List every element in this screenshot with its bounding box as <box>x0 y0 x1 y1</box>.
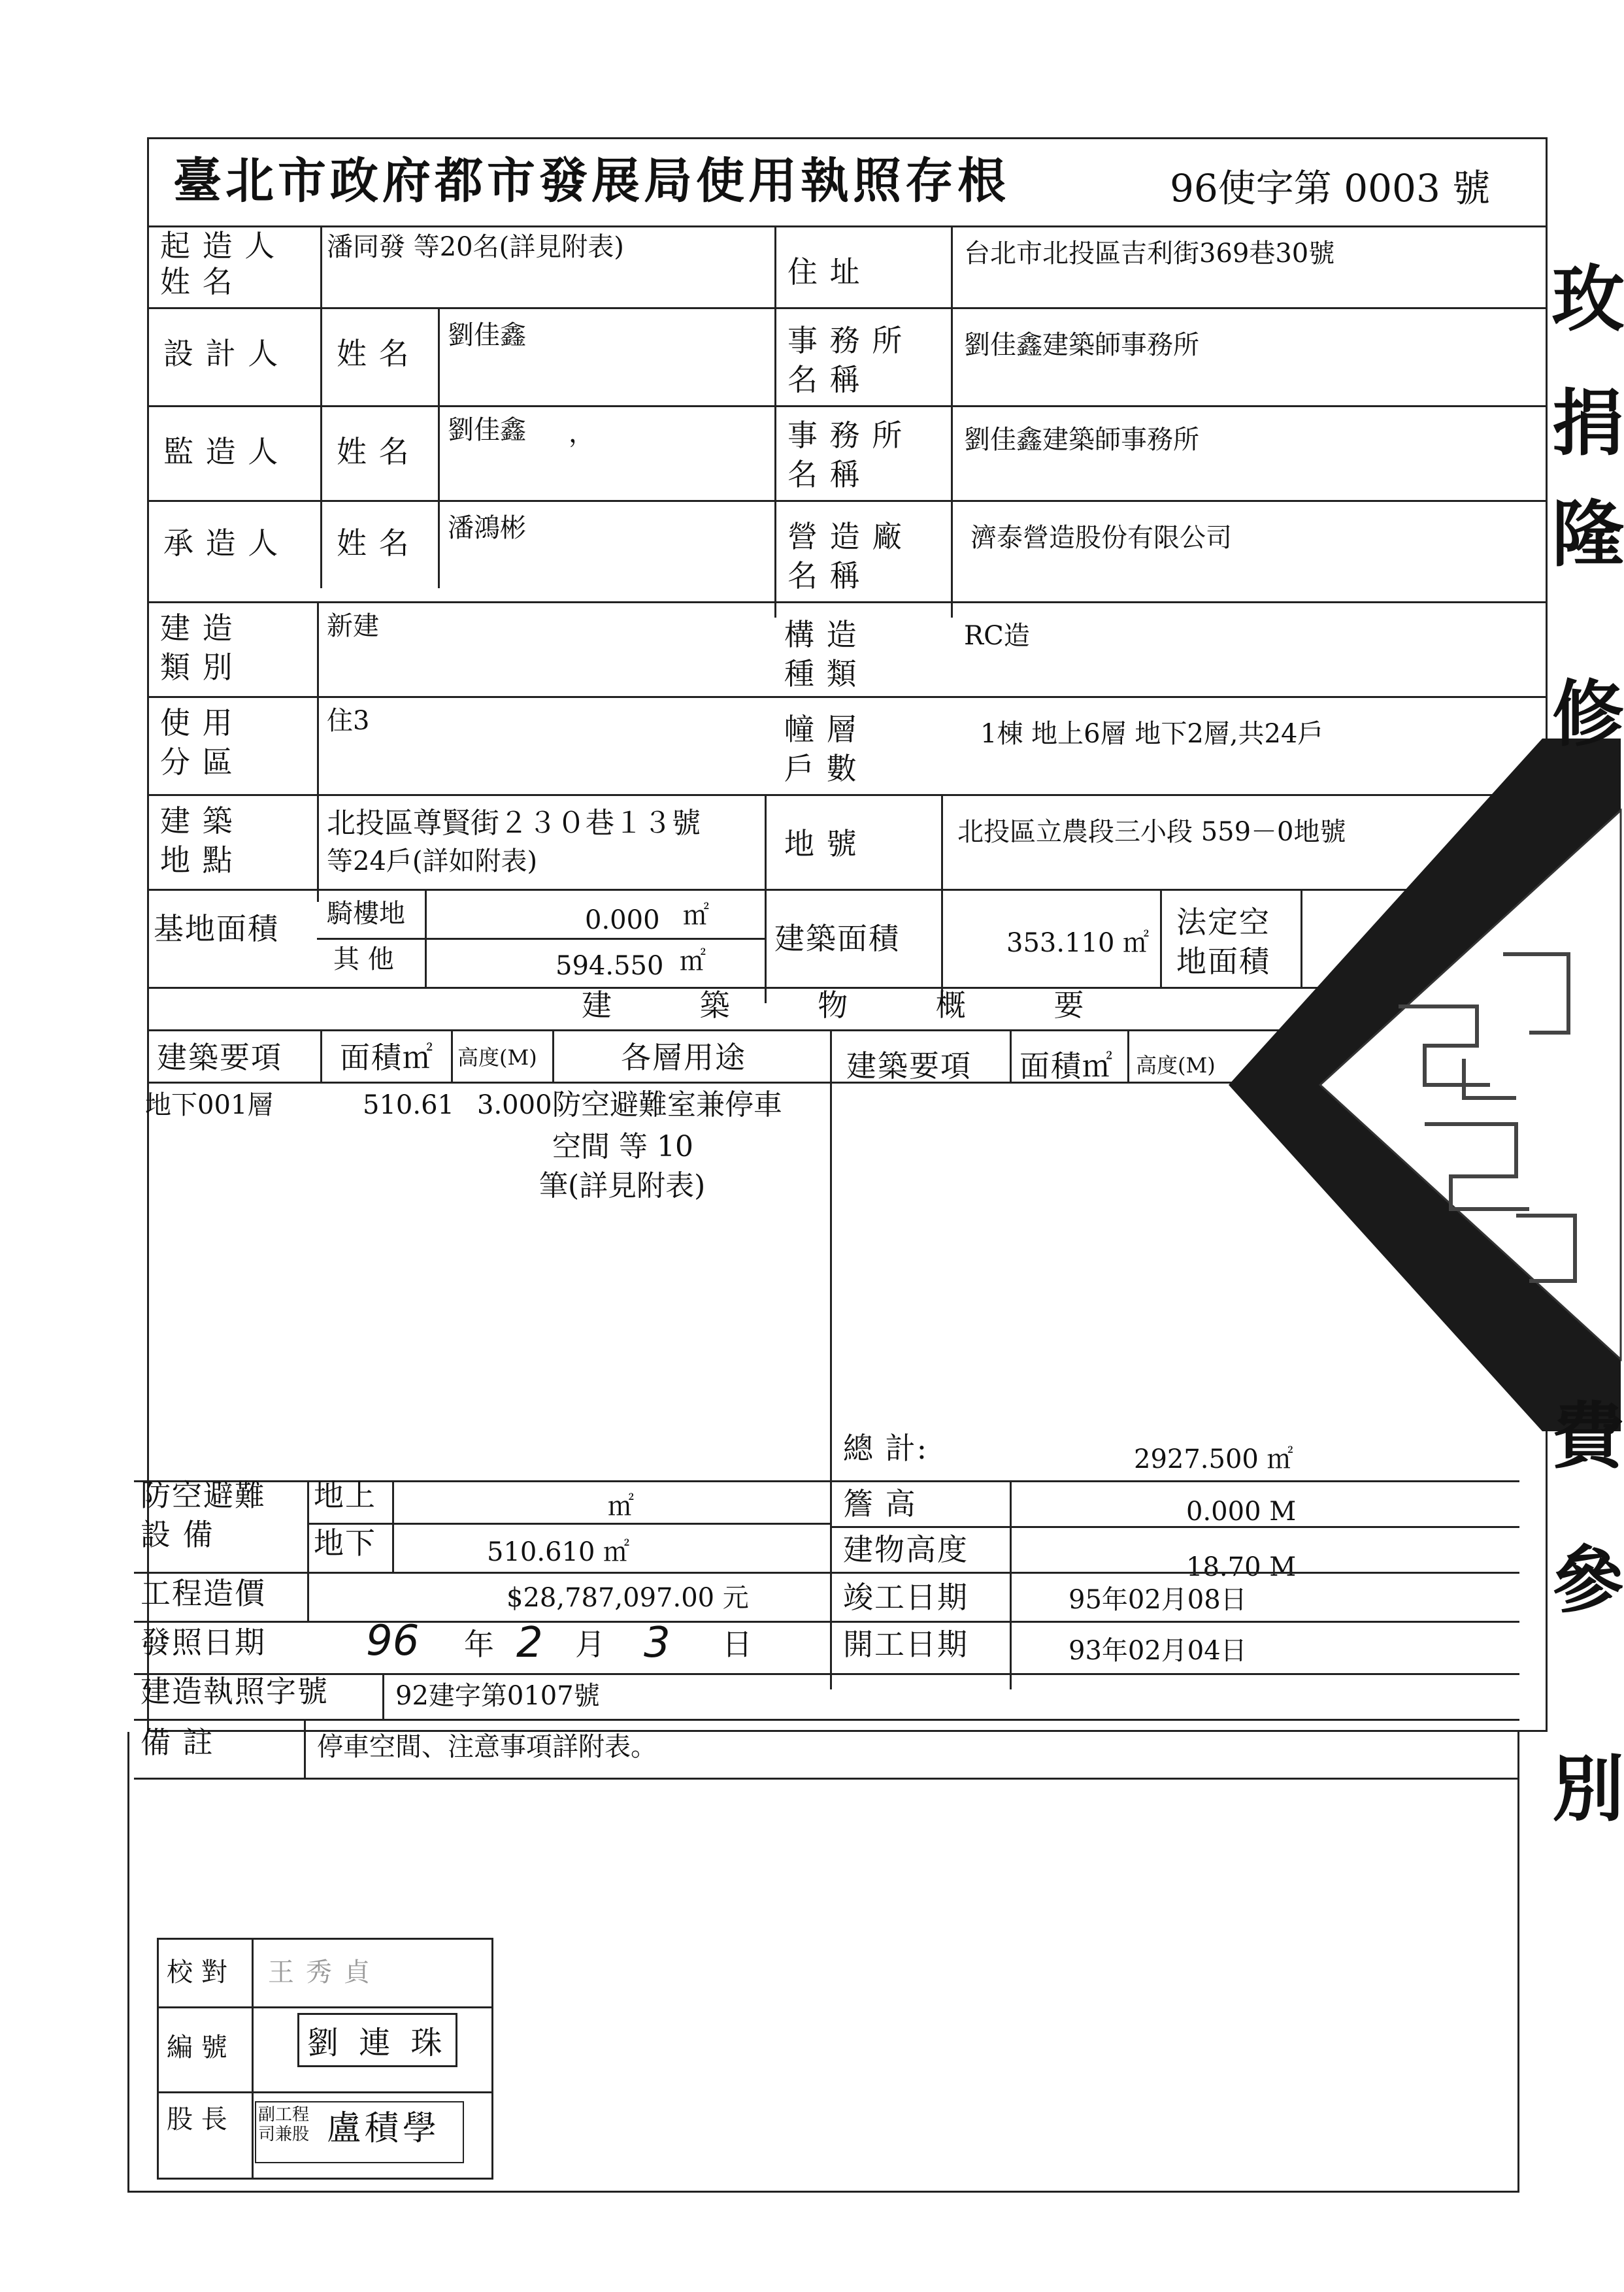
floor-use-3: 筆(詳見附表) <box>539 1169 706 1203</box>
supervisor-label: 監 造 人 <box>163 434 280 469</box>
permit-number: 96使字第 0003 號 <box>1170 166 1491 210</box>
issue-month-unit: 月 <box>575 1627 606 1662</box>
margin-char-6: 參 <box>1552 1538 1624 1622</box>
arcade-value: 0.000 <box>585 905 660 935</box>
lot-value: 北投區立農段三小段 559－0地號 <box>957 817 1346 847</box>
applicant-label-2: 姓 名 <box>160 264 234 299</box>
issue-year-unit: 年 <box>464 1627 495 1662</box>
divider <box>1010 1029 1012 1082</box>
total-label: 總 計: <box>843 1431 929 1466</box>
build-type-label: 建 造 <box>160 610 234 646</box>
other-label: 其 他 <box>333 944 394 974</box>
zone-label: 使 用 <box>160 705 234 740</box>
issue-month: 2 <box>516 1619 543 1667</box>
height-value: 18.70 M <box>1186 1552 1297 1582</box>
issue-year: 96 <box>366 1617 420 1665</box>
build-type-label-2: 類 別 <box>160 650 234 685</box>
shelter-label: 防空避難 <box>141 1478 266 1513</box>
supervisor-name-label: 姓 名 <box>337 434 410 469</box>
contractor-office-label-2: 名 稱 <box>787 558 861 593</box>
col-area-right: 面積㎡ <box>1019 1048 1114 1084</box>
divider <box>147 405 1548 407</box>
check-label: 校 對 <box>167 1957 227 1987</box>
document-title: 臺北市政府都市發展局使用執照存根 <box>173 153 1010 209</box>
other-unit: ㎡ <box>680 946 706 976</box>
chief-stamp-frame <box>255 2101 464 2163</box>
structure-label-2: 種 類 <box>784 656 858 691</box>
divider <box>157 2091 493 2093</box>
divider <box>1127 1029 1129 1082</box>
arcade-label: 騎樓地 <box>327 899 405 929</box>
margin-char-2: 捐 <box>1552 381 1624 465</box>
chief-label: 股 長 <box>167 2104 227 2134</box>
floors-label: 幢 層 <box>784 712 858 747</box>
issue-date-label: 發照日期 <box>141 1625 266 1660</box>
divider <box>552 1029 554 1082</box>
col-use-left: 各層用途 <box>621 1040 746 1075</box>
total-value: 2927.500 ㎡ <box>1134 1444 1293 1474</box>
floor-area: 510.61 <box>363 1090 454 1120</box>
divider <box>307 1572 309 1621</box>
divider <box>951 225 953 618</box>
col-item-left: 建築要項 <box>157 1040 282 1075</box>
completion-value: 95年02月08日 <box>1069 1585 1247 1615</box>
building-area-label: 建築面積 <box>774 921 900 956</box>
cost-value: $28,787,097.00 元 <box>506 1583 749 1613</box>
col-item-right: 建築要項 <box>846 1048 972 1084</box>
arcade-unit: ㎡ <box>683 901 709 931</box>
below-ground-value: 510.610 ㎡ <box>487 1537 630 1567</box>
open-space-label-2: 地面積 <box>1176 944 1270 979</box>
contractor-label: 承 造 人 <box>163 525 280 561</box>
permit-no-label: 建造執照字號 <box>141 1674 329 1709</box>
col-height-right: 高度(M) <box>1136 1053 1216 1078</box>
margin-char-7: 別 <box>1552 1747 1624 1831</box>
designer-office-label: 事 務 所 <box>787 323 904 358</box>
divider <box>451 1029 453 1082</box>
divider <box>1010 1480 1012 1689</box>
cost-label: 工程造價 <box>141 1576 266 1611</box>
floor-use-2: 空間 等 10 <box>552 1130 693 1163</box>
contractor-name-label: 姓 名 <box>337 525 410 561</box>
remarks-label: 備 註 <box>141 1725 214 1760</box>
divider <box>830 1526 1519 1528</box>
designer-name-label: 姓 名 <box>337 336 410 371</box>
check-stamp: 王秀貞 <box>268 1957 382 1987</box>
shelter-label-2: 設 備 <box>141 1517 214 1552</box>
divider <box>1160 889 1162 987</box>
zone-label-2: 分 區 <box>160 744 234 780</box>
floor-use: 防空避難室兼停車 <box>552 1088 782 1121</box>
address-value: 台北市北投區吉利街369巷30號 <box>964 239 1335 269</box>
divider <box>252 1938 254 2180</box>
site-value-2: 等24戶(詳如附表) <box>327 846 538 876</box>
applicant-label: 起 造 人 <box>160 228 276 263</box>
divider <box>147 601 1548 603</box>
floor-name: 地下001層 <box>145 1090 274 1120</box>
divider <box>320 307 322 588</box>
site-area-label: 基地面積 <box>154 911 279 946</box>
floor-height: 3.000 <box>477 1090 552 1120</box>
divider <box>134 1621 1519 1623</box>
divider <box>317 601 319 902</box>
supervisor-office-label-2: 名 稱 <box>787 457 861 492</box>
site-label-2: 地 點 <box>160 842 234 878</box>
issue-day-unit: 日 <box>722 1627 754 1662</box>
divider <box>147 696 1548 698</box>
col-height-left: 高度(M) <box>457 1045 537 1070</box>
floors-value: 1棟 地上6層 地下2層,共24戶 <box>980 719 1324 749</box>
margin-char-1: 玫 <box>1552 257 1624 341</box>
applicant-value: 潘同發 等20名(詳見附表) <box>327 232 624 262</box>
designer-office: 劉佳鑫建築師事務所 <box>964 330 1199 360</box>
divider <box>134 1778 1519 1780</box>
margin-char-4: 修 <box>1552 672 1624 756</box>
designer-name: 劉佳鑫 <box>448 320 526 350</box>
contractor-office: 濟泰營造股份有限公司 <box>970 523 1232 553</box>
supervisor-name: 劉佳鑫 <box>448 415 526 445</box>
divider <box>320 1029 322 1082</box>
zone-value: 住3 <box>327 706 370 736</box>
designer-office-label-2: 名 稱 <box>787 362 861 397</box>
number-stamp: 劉 連 珠 <box>297 2013 457 2067</box>
supervisor-office: 劉佳鑫建築師事務所 <box>964 425 1199 455</box>
structure-label: 構 造 <box>784 617 858 652</box>
floors-label-2: 戶 數 <box>784 751 858 786</box>
address-label: 住 址 <box>787 254 861 290</box>
other-value: 594.550 <box>555 951 664 981</box>
divider <box>157 2006 493 2008</box>
site-label: 建 築 <box>160 803 234 839</box>
divider <box>774 225 776 618</box>
building-area-value: 353.110 ㎡ <box>1006 928 1150 958</box>
col-area-left: 面積㎡ <box>340 1040 434 1075</box>
permit-no-value: 92建字第0107號 <box>395 1681 600 1711</box>
open-space-label: 法定空 <box>1176 905 1270 940</box>
summary-heading: 建 築 物 概 要 <box>582 988 1123 1023</box>
divider <box>147 225 1548 227</box>
divider <box>830 1480 832 1689</box>
completion-label: 竣工日期 <box>843 1580 969 1615</box>
structure-value: RC造 <box>964 621 1030 651</box>
contractor-name: 潘鴻彬 <box>448 513 526 543</box>
start-date-value: 93年02月04日 <box>1069 1636 1247 1666</box>
margin-char-3: 隆 <box>1552 492 1624 576</box>
divider <box>134 1673 1519 1675</box>
divider <box>320 225 322 307</box>
margin-char-5: 費 <box>1552 1394 1624 1478</box>
chief-stamp: 盧積學 <box>327 2109 441 2148</box>
build-type-value: 新建 <box>327 611 379 641</box>
divider <box>134 1572 1519 1574</box>
official-seal <box>1229 719 1621 1438</box>
above-ground-label: 地上 <box>314 1478 376 1513</box>
divider <box>134 1719 1519 1721</box>
divider <box>941 794 943 1003</box>
remarks-value: 停車空間、注意事項詳附表。 <box>317 1732 657 1762</box>
above-ground-value: ㎡ <box>608 1491 634 1521</box>
lot-label: 地 號 <box>784 826 858 861</box>
divider <box>147 307 1548 309</box>
contractor-office-label: 營 造 廠 <box>787 519 904 554</box>
site-value: 北投區尊賢街２３０巷１３號 <box>327 806 701 840</box>
supervisor-mark: ， <box>569 418 595 448</box>
divider <box>147 500 1548 502</box>
divider <box>830 1029 832 1487</box>
divider <box>304 1719 306 1778</box>
issue-day: 3 <box>644 1619 671 1667</box>
divider <box>307 1523 830 1525</box>
start-date-label: 開工日期 <box>843 1627 969 1662</box>
divider <box>765 794 767 1003</box>
chief-stamp-title: 副工程司兼股 <box>258 2105 310 2144</box>
below-ground-label: 地下 <box>314 1525 376 1561</box>
number-label: 編 號 <box>167 2033 227 2063</box>
divider <box>392 1480 394 1572</box>
divider <box>317 938 765 940</box>
eave-value: 0.000 M <box>1186 1497 1297 1527</box>
height-label: 建物高度 <box>843 1532 969 1567</box>
divider <box>438 307 440 588</box>
designer-label: 設 計 人 <box>163 336 280 371</box>
supervisor-office-label: 事 務 所 <box>787 418 904 453</box>
eave-label: 簷 高 <box>843 1486 917 1521</box>
divider <box>382 1673 384 1719</box>
divider <box>307 1480 309 1572</box>
